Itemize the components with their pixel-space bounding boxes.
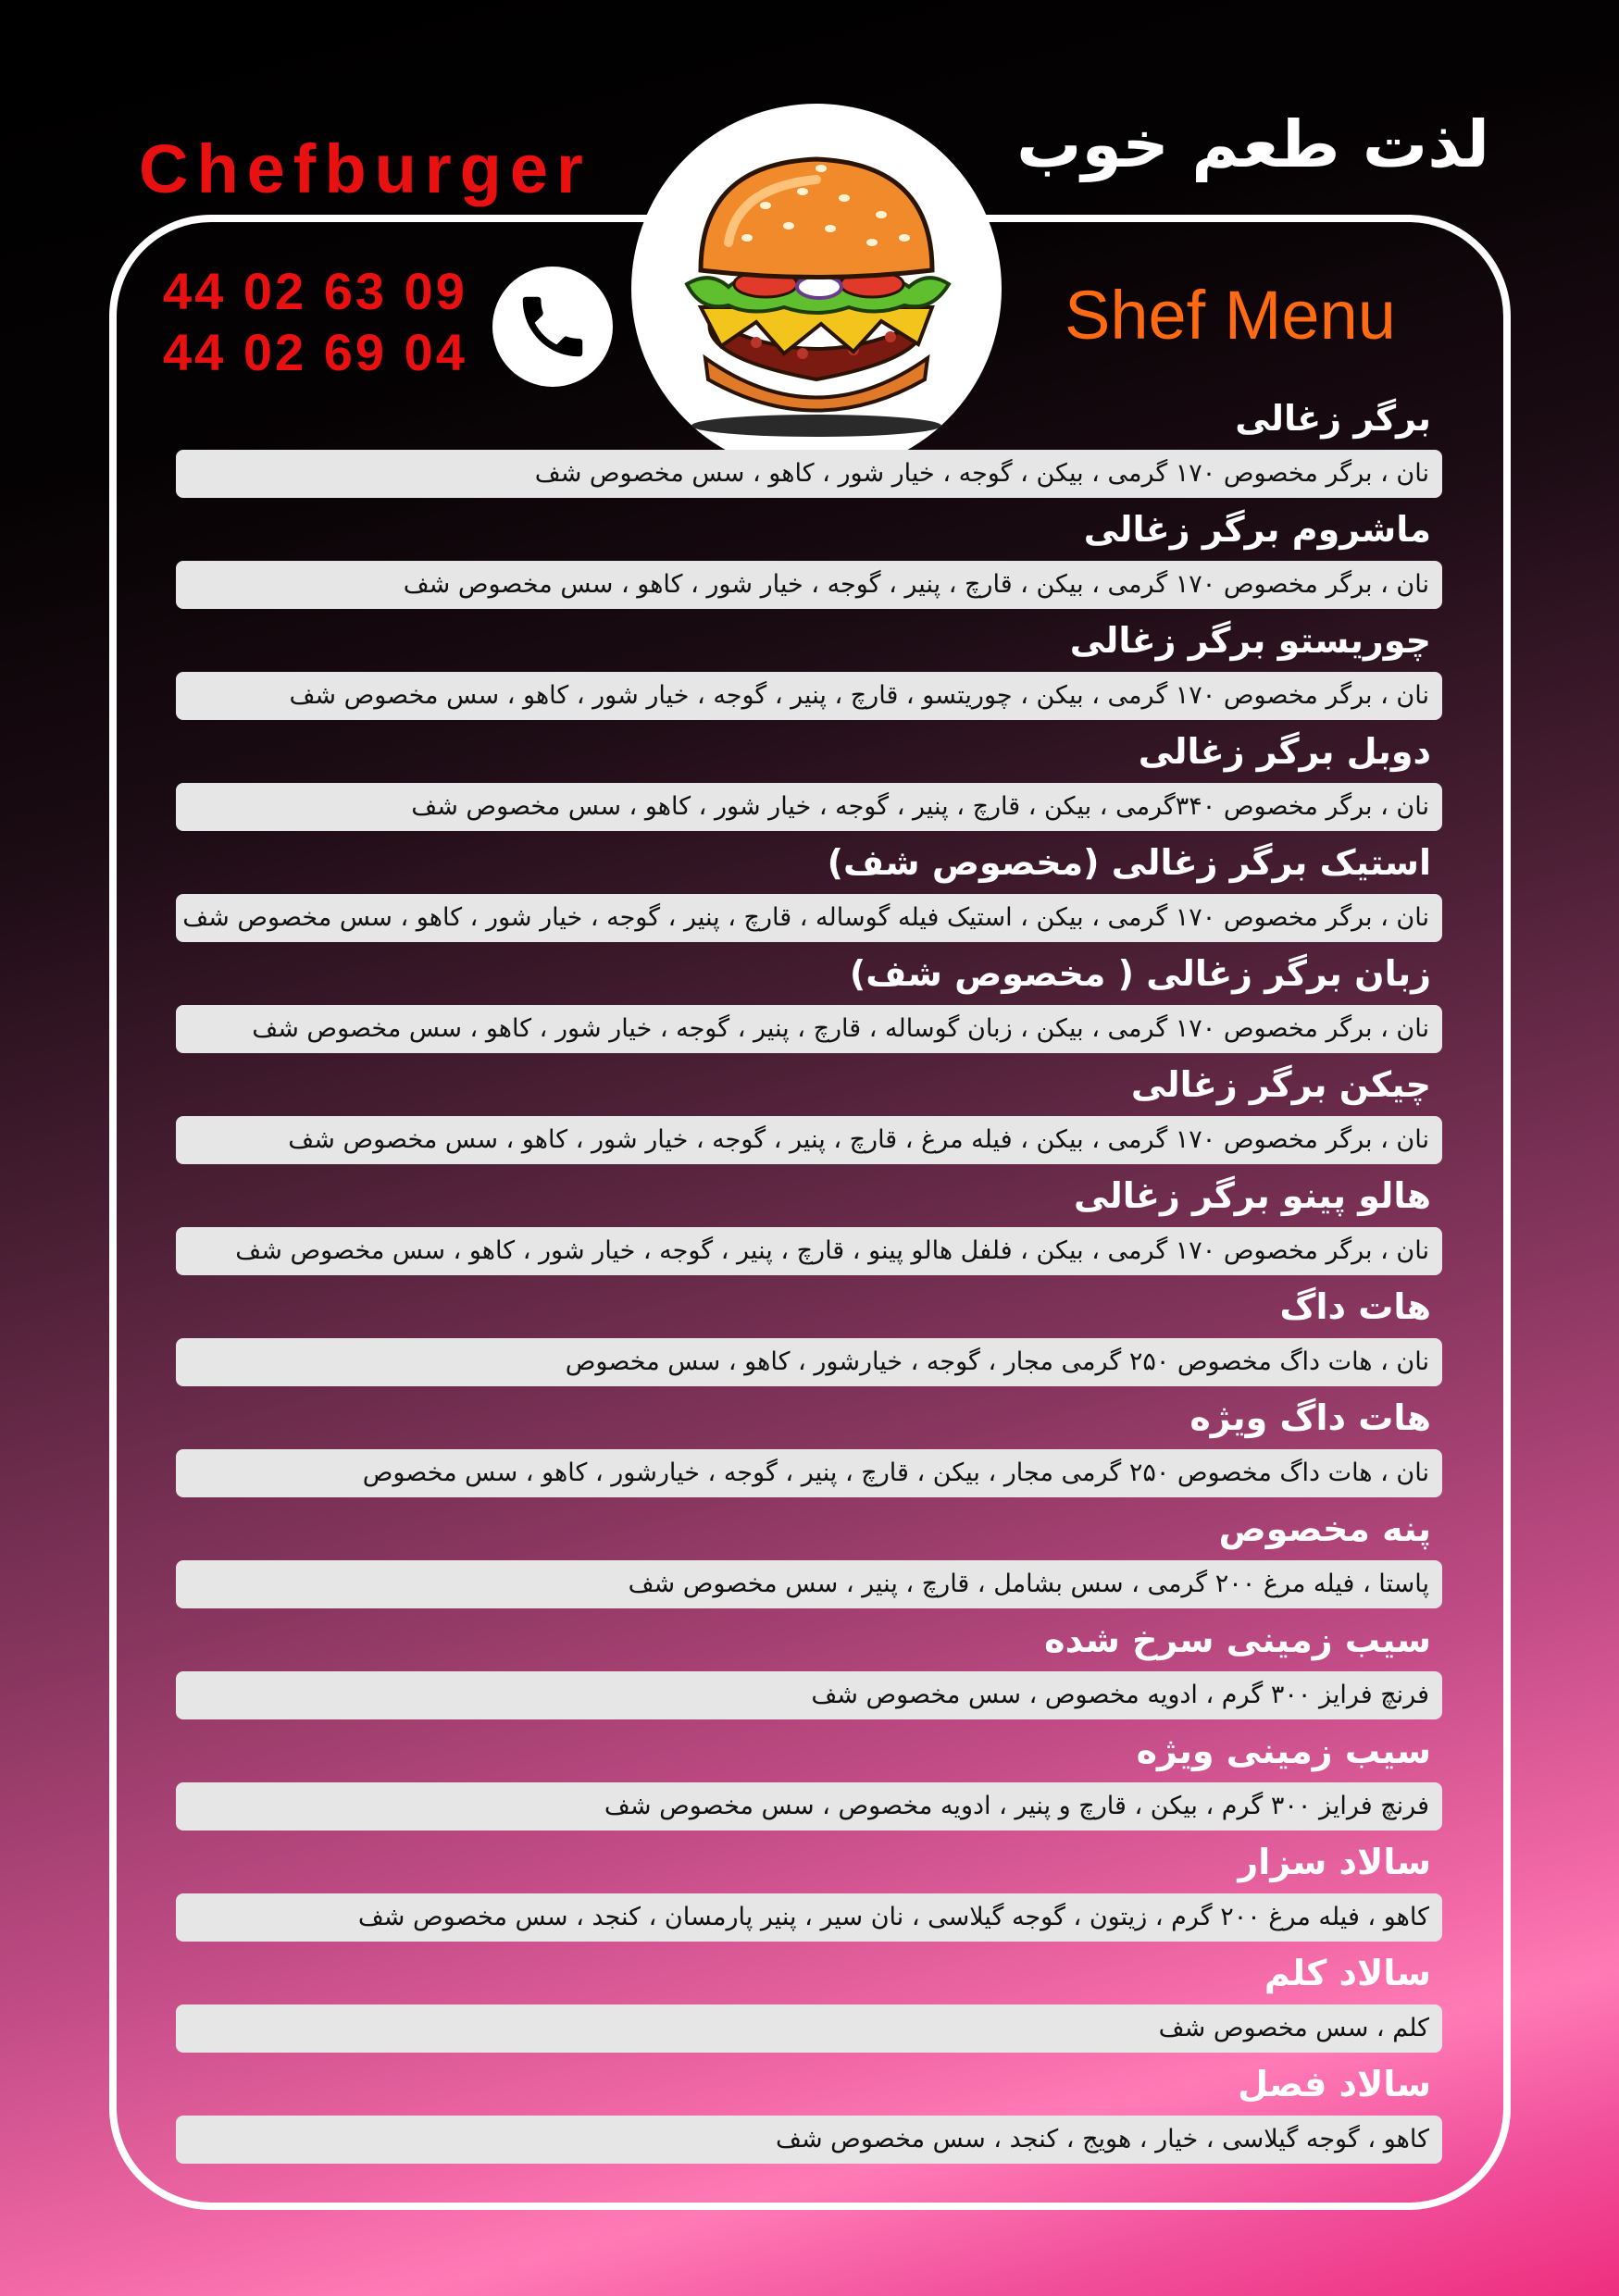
- menu-item-desc: کاهو ، گوجه گیلاسی ، خیار ، هویج ، کنجد ، سس مخصوص شف: [176, 2116, 1442, 2164]
- menu-item-title: هالو پینو برگر زغالی: [1074, 1175, 1431, 1216]
- menu-item-title: چوریستو برگر زغالی: [1069, 620, 1431, 661]
- menu-item-desc: نان ، برگر مخصوص ۱۷۰ گرمی ، بیکن ، فلفل هالو پینو ، قارچ ، پنیر ، گوجه ، خیار شور ، کاهو ، سس مخصوص شف: [176, 1227, 1442, 1275]
- menu-item: [176, 503, 1442, 614]
- menu-item-title: سالاد فصل: [1238, 2064, 1431, 2104]
- menu-item: [176, 1059, 1442, 1170]
- menu-item: [176, 1281, 1442, 1392]
- menu-item: [176, 1947, 1442, 2058]
- menu-item-title: سیب زمینی سرخ شده: [1044, 1620, 1431, 1660]
- menu-item-desc: کلم ، سس مخصوص شف: [176, 2004, 1442, 2053]
- menu-item-desc: نان ، هات داگ مخصوص ۲۵۰ گرمی مجار ، گوجه ، خیارشور ، کاهو ، سس مخصوص: [176, 1338, 1442, 1386]
- menu-item-desc: نان ، هات داگ مخصوص ۲۵۰ گرمی مجار ، بیکن ، قارچ ، پنیر ، گوجه ، خیارشور ، کاهو ، سس مخصوص: [176, 1449, 1442, 1497]
- menu-item: [176, 1503, 1442, 1614]
- menu-item-desc: نان ، برگر مخصوص ۱۷۰ گرمی ، بیکن ، چوریتسو ، قارچ ، پنیر ، گوجه ، خیار شور ، کاهو ، سس مخصوص شف: [176, 672, 1442, 720]
- menu-item: [176, 2058, 1442, 2169]
- menu-item-title: چیکن برگر زغالی: [1130, 1064, 1431, 1105]
- brand-name: Chefburger: [139, 130, 592, 207]
- slogan: لذت طعم خوب: [1016, 106, 1489, 182]
- menu-item-title: استیک برگر زغالی (مخصوص شف): [827, 842, 1431, 883]
- menu-item: [176, 1836, 1442, 1947]
- menu-item-desc: نان ، برگر مخصوص ۱۷۰ گرمی ، بیکن ، فیله مرغ ، قارچ ، پنیر ، گوجه ، خیار شور ، کاهو ، سس مخصوص شف: [176, 1116, 1442, 1164]
- menu-item-title: ماشروم برگر زغالی: [1083, 509, 1431, 550]
- menu-item-desc: فرنچ فرایز ۳۰۰ گرم ، بیکن ، قارچ و پنیر ، ادویه مخصوص ، سس مخصوص شف: [176, 1782, 1442, 1831]
- menu-item-title: دوبل برگر زغالی: [1138, 731, 1431, 772]
- menu-item-title: پنه مخصوص: [1218, 1508, 1431, 1549]
- menu-item-title: سیب زمینی ویژه: [1136, 1731, 1431, 1771]
- menu-item: [176, 1392, 1442, 1503]
- menu-item-desc: نان ، برگر مخصوص ۱۷۰ گرمی ، بیکن ، گوجه ، خیار شور ، کاهو ، سس مخصوص شف: [176, 450, 1442, 498]
- menu-item-title: هات داگ: [1279, 1286, 1431, 1327]
- menu-item-desc: نان ، برگر مخصوص ۱۷۰ گرمی ، بیکن ، قارچ ، پنیر ، گوجه ، خیار شور ، کاهو ، سس مخصوص شف: [176, 561, 1442, 609]
- menu-item-desc: نان ، برگر مخصوص ۳۴۰گرمی ، بیکن ، قارچ ، پنیر ، گوجه ، خیار شور ، کاهو ، سس مخصوص شف: [176, 783, 1442, 831]
- menu-item-title: سالاد کلم: [1264, 1953, 1431, 1993]
- menu-item: [176, 726, 1442, 837]
- phone-numbers: [163, 261, 467, 383]
- phone-icon: [492, 267, 613, 387]
- menu-item-desc: فرنچ فرایز ۳۰۰ گرم ، ادویه مخصوص ، سس مخصوص شف: [176, 1671, 1442, 1719]
- menu-item: [176, 1614, 1442, 1725]
- menu-item-desc: پاستا ، فیله مرغ ۲۰۰ گرمی ، سس بشامل ، قارچ ، پنیر ، سس مخصوص شف: [176, 1560, 1442, 1608]
- menu-item-title: زبان برگر زغالی ( مخصوص شف): [849, 953, 1431, 994]
- phone-number-2[interactable]: 44 02 69 04: [163, 323, 467, 381]
- menu-item-desc: نان ، برگر مخصوص ۱۷۰ گرمی ، بیکن ، زبان گوساله ، قارچ ، پنیر ، گوجه ، خیار شور ، کاهو ، سس مخصوص شف: [176, 1005, 1442, 1053]
- menu-item-desc: کاهو ، فیله مرغ ۲۰۰ گرم ، زیتون ، گوجه گیلاسی ، نان سیر ، پنیر پارمسان ، کنجد ، سس مخصوص شف: [176, 1893, 1442, 1942]
- menu-item: [176, 614, 1442, 726]
- menu-title: Shef Menu: [1065, 277, 1396, 354]
- menu-item-title: سالاد سزار: [1238, 1842, 1431, 1882]
- menu-item: [176, 392, 1442, 503]
- menu-item: [176, 1170, 1442, 1281]
- menu-items: [176, 392, 1442, 2169]
- phone-number-1[interactable]: 44 02 63 09: [163, 262, 467, 320]
- menu-item: [176, 837, 1442, 948]
- menu-item-title: برگر زغالی: [1235, 398, 1431, 439]
- menu-item-title: هات داگ ویژه: [1189, 1397, 1431, 1438]
- menu-item-desc: نان ، برگر مخصوص ۱۷۰ گرمی ، بیکن ، استیک فیله گوساله ، قارچ ، پنیر ، گوجه ، خیار شور ، کاهو ، سس مخصوص شف: [176, 894, 1442, 942]
- menu-item: [176, 1725, 1442, 1836]
- menu-item: [176, 948, 1442, 1059]
